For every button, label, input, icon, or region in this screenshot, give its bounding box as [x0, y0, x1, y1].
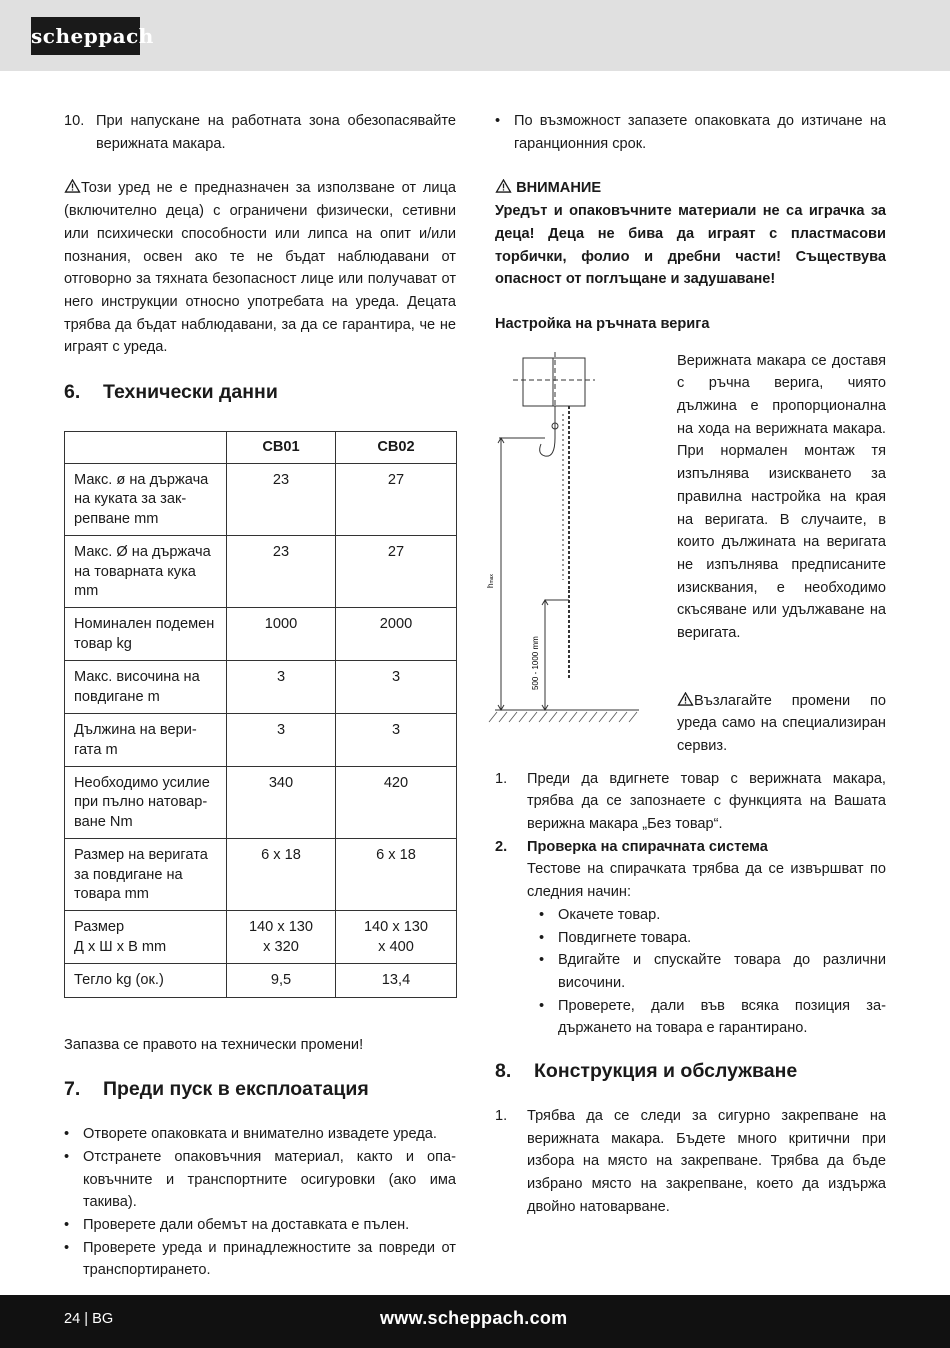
table-row: [65, 536, 457, 608]
cell-value: 340: [227, 766, 336, 838]
cell-value: 13,4: [336, 964, 457, 997]
cell-value: 27: [336, 464, 457, 536]
row-label: Номинален подемен товар kg: [65, 608, 227, 661]
scheppach-logo: scheppach: [31, 17, 140, 55]
left-column: [64, 110, 456, 1282]
list-item: • По възможност запазете опаковката до изтичане на гаранционния срок.: [495, 110, 886, 155]
attention-block: [495, 177, 886, 291]
table-header-row: [65, 432, 457, 464]
warning-icon: [677, 692, 694, 706]
h-max-label: hmax: [486, 573, 495, 588]
chain-heading: Настройка на ръчната верига: [495, 315, 710, 332]
packaging-note: [495, 110, 886, 155]
website-link[interactable]: www.scheppach.com: [380, 1308, 568, 1328]
row-label: Необходимо усилие при пълно натоварване Nm: [65, 766, 227, 838]
table-row: [65, 608, 457, 661]
section-6-heading: 6. Технически данни: [64, 381, 278, 404]
list-text: При напускане на работната зона обезопасявайте верижната макара.: [96, 113, 456, 152]
cell-value: 3: [227, 714, 336, 767]
cell-value: 9,5: [227, 964, 336, 997]
cell-value: 6 x 18: [336, 839, 457, 911]
table-row: [65, 766, 457, 838]
cell-value: 6 x 18: [227, 839, 336, 911]
cell-value: 27: [336, 536, 457, 608]
list-item-2: 2. Проверка на спирачната система Тестове на спирачката трябва да се извършват по следния начин:: [495, 836, 886, 904]
brake-check-text: Тестове на спирачката трябва да се извършват по следния начин:: [527, 861, 886, 901]
list-item: • Отстранете опаковъчния материал, както и опаковъчните и транспортните осигуровки (ако има такива).: [64, 1146, 456, 1214]
section-8-item-1: 1. Трябва да се следи за сигурно закрепване на верижната макара. Бъдете много критични при избора на място на закрепване. Трябва да бъде избрано място на закрепване, което да издържа двойно натоварване.: [495, 1108, 886, 1215]
table-row: [65, 661, 457, 714]
row-label: Размер Д х Ш х В mm: [65, 911, 227, 964]
service-note: Възлагайте промени по уреда само на специализиран сервиз.: [677, 692, 886, 755]
cell-value: 3: [336, 714, 457, 767]
attention-title: ВНИМАНИЕ: [516, 180, 602, 197]
table-header: CB02: [336, 432, 457, 464]
list-item: • Вдигайте и спускайте товара до различни височини.: [539, 949, 886, 994]
list-item: • Окачете товар.: [539, 904, 886, 927]
cell-value: 140 x 130 x 320: [227, 911, 336, 964]
chain-hoist-diagram: [483, 350, 653, 740]
row-label: Дължина на веригата m: [65, 714, 227, 767]
warning-icon: [64, 179, 81, 193]
list-item: • Проверете, дали във всяка позиция задържането на товара е гарантирано.: [539, 995, 886, 1040]
row-label: Макс. Ø на държача на товарната кука mm: [65, 536, 227, 608]
table-row: [65, 714, 457, 767]
warning-icon: [495, 179, 512, 193]
list-item: • Повдигнете товара.: [539, 927, 886, 950]
brake-test-list: [539, 904, 886, 1040]
tech-data-table: [64, 431, 457, 998]
section-7-list: [64, 1123, 456, 1282]
row-label: Макс. ø на държача на куката за закрепване mm: [65, 464, 227, 536]
table-row: [65, 839, 457, 911]
page-number: 24 | BG: [64, 1311, 114, 1327]
list-item-1: 1. Преди да вдигнете товар с верижната макара, трябва да се запознаете с функцията на Вашата верижна макара „Без товар“.: [495, 770, 886, 833]
table-row: [65, 464, 457, 536]
list-item: • Отворете опаковката и внимателно извадете уреда.: [64, 1123, 456, 1146]
list-item: • Проверете уреда и принадлежностите за повреди от транспортирането.: [64, 1237, 456, 1282]
row-label: Тегло kg (ок.): [65, 964, 227, 997]
list-number: 10.: [64, 113, 85, 129]
row-label: Размер на веригата за повдигане на товара mm: [65, 839, 227, 911]
chain-section: [486, 350, 886, 768]
warning-text: Този уред не е предназначен за използване от лица (включително деца) с ограничени физически, сетивни или психически способности или липса на опит и/или познания, освен ако те не бъдат наблюдавани от отговорно за тяхната безопасност лице или получават от него инструкции относно употребата на уреда. Децата трябва да бъдат наблюдавани, за да се гарантира, че не играят с уреда.: [64, 180, 456, 356]
table-row: [65, 964, 457, 997]
cell-value: 2000: [336, 608, 457, 661]
right-column: [486, 110, 886, 1219]
cell-value: 23: [227, 464, 336, 536]
table-header: CB01: [227, 432, 336, 464]
footer-bar: [0, 1295, 950, 1348]
section-7-heading: 7. Преди пуск в експлоатация: [64, 1078, 369, 1101]
row-label: Макс. височина на повдигане m: [65, 661, 227, 714]
cell-value: 3: [227, 661, 336, 714]
cell-value: 23: [227, 536, 336, 608]
cell-value: 420: [336, 766, 457, 838]
table-header: [65, 432, 227, 464]
cell-value: 140 x 130 x 400: [336, 911, 457, 964]
header-bar: [0, 0, 950, 71]
tech-note: Запазва се правото на технически промени!: [64, 1036, 364, 1053]
safety-warning: [64, 177, 456, 359]
list-item-10: [64, 110, 456, 155]
cell-value: 3: [336, 661, 457, 714]
table-row: [65, 911, 457, 964]
chain-text: Верижната макара се доставя с ръчна верига, чиято дължина е пропорционална на хода на верижната макара. При нормален монтаж тя изпълнява изискването за правилна настройка на края на веригата. В случаите, в които дължината на веригата не изпълнява предписаните изисквания, е необходимо скъсяване или удължаване на веригата.: [677, 352, 886, 642]
list-item: • Проверете дали обемът на доставката е пълен.: [64, 1214, 456, 1237]
cell-value: 1000: [227, 608, 336, 661]
brake-check-title: Проверка на спирачната система: [527, 838, 768, 855]
range-label: 500 - 1000 mm: [531, 635, 540, 690]
attention-text: Уредът и опаковъчните материали не са играчка за деца! Деца не бива да играят с пластмасови торбички, фолио и дребни части! Съществува опасност от поглъщане и задушаване!: [495, 203, 886, 288]
section-8-heading: 8. Конструкция и обслужване: [495, 1060, 798, 1083]
